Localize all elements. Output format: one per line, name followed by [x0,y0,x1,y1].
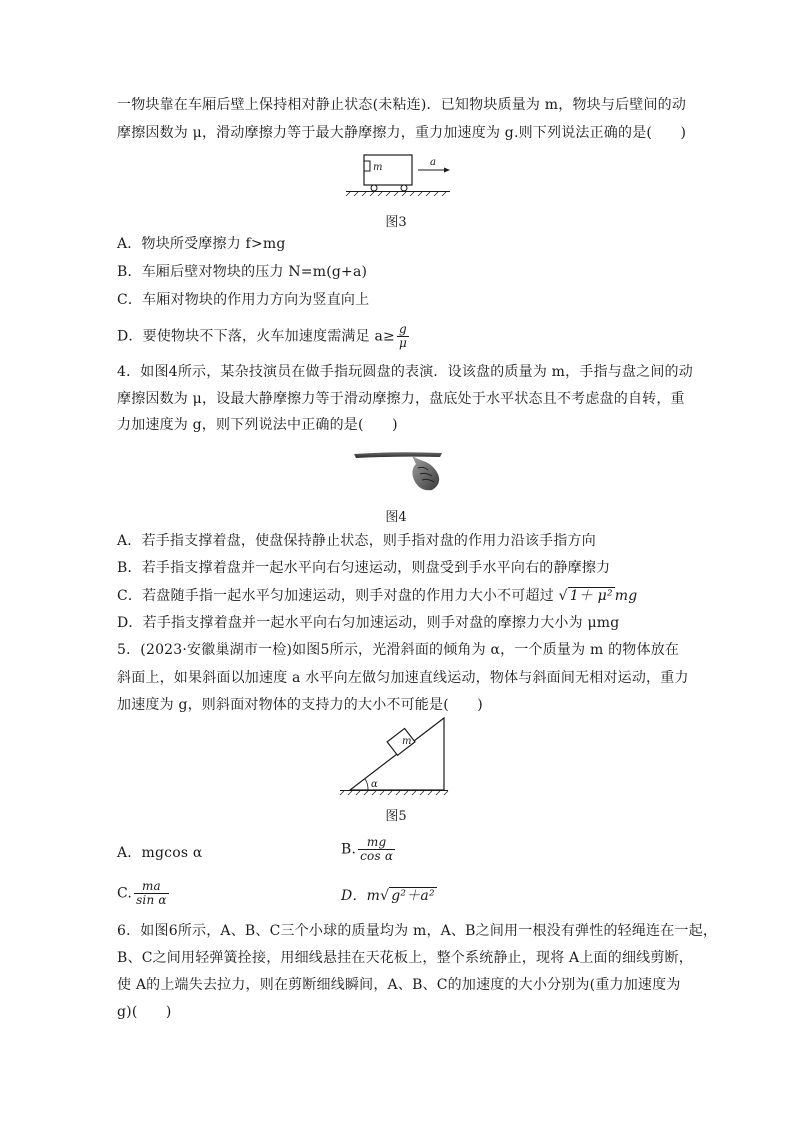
q3-option-a: A．物块所受摩擦力 f>mg [117,236,286,252]
q5-stem-line1: 5．(2023·安徽巢湖市一检)如图5所示，光滑斜面的倾角为 α，一个质量为 m 的物体放在 [117,642,680,658]
q5-option-d [341,886,437,906]
q5-option-b-fraction: $\frac{mg}{\text{cos α}}$ [360,835,394,863]
q6-stem-line1: 6．如图6所示，A、B、C三个小球的质量均为 m，A、B之间用一根没有弹性的轻绳连在一起， [117,923,718,939]
fig4-caption: 图4 [385,510,407,525]
q5-option-c [117,880,171,907]
q6-stem-line2: B、C之间用轻弹簧拴接，用细线悬挂在天花板上，整个系统静止，现将 A上面的细线剪断， [117,950,693,966]
fig5-incline-diagram [338,716,458,798]
q5-option-a: A．mgcos α [117,845,203,861]
fig3-label-m: m [373,162,383,173]
q4-option-a: A．若手指支撑着盘，使盘保持静止状态，则手指对盘的作用力沿该手指方向 [117,533,596,549]
q6-stem-line4: g)( ) [117,1004,172,1020]
q4-option-c-sqrt: √ 1＋ μ² [558,588,613,604]
q4-stem-line2: 摩擦因数为 μ，设最大静摩擦力等于滑动摩擦力，盘底处于水平状态且不考虑盘的自转，重 [117,391,685,407]
q3-stem-line2: 摩擦因数为 μ，滑动摩擦力等于最大静摩擦力，重力加速度为 g.则下列说法正确的是( ) [117,125,687,141]
q3-option-b: B．车厢后壁对物块的压力 N=m(g+a) [117,264,368,280]
q3-option-d-fraction: $\frac{g}{\mu}$ [398,322,407,350]
q5-stem-line2: 斜面上，如果斜面以加速度 a 水平向左做匀加速直线运动，物体与斜面间无相对运动，重力 [117,670,689,686]
q5-option-b-text: B. [341,841,357,858]
q4-option-c [117,586,637,606]
q4-option-c-text: C．若盘随手指一起水平匀加速运动，则手对盘的作用力大小不可超过 [117,588,554,604]
fig4-finger-plate-photo [352,450,444,494]
fig4-plate [354,452,442,458]
q4-stem-line3: 力加速度为 g，则下列说法中正确的是( ) [117,417,398,433]
q3-option-d [117,323,411,350]
q5-option-d-text: D．m [341,888,381,904]
q6-stem-line3: 使 A的上端失去拉力，则在剪断细线瞬间，A、B、C的加速度的大小分别为(重力加速度为 [117,977,681,993]
q5-option-d-sqrt: √ g²＋a² [380,888,435,904]
q3-option-c: C．车厢对物块的作用力方向为竖直向上 [117,292,370,308]
q5-option-c-fraction: $\frac{ma}{\text{sin α}}$ [136,879,167,907]
fig5-label-alpha: α [371,779,378,790]
q4-option-c-suffix: mg [614,588,638,604]
q5-option-b [341,836,397,863]
q4-stem-line1: 4．如图4所示，某杂技演员在做手指玩圆盘的表演．设该盘的质量为 m，手指与盘之间的动 [117,364,693,380]
fig5-caption: 图5 [385,809,407,824]
q3-option-d-text: D．要使物块不下落，火车加速度需满足 a≥ [117,328,395,345]
fig3-caption: 图3 [385,215,407,230]
fig3-train-diagram [340,152,470,197]
q5-stem-line3: 加速度为 g，则斜面对物体的支持力的大小不可能是( ) [117,697,483,713]
q4-option-b: B．若手指支撑着盘并一起水平向右匀速运动，则盘受到手水平向右的静摩擦力 [117,560,611,576]
fig3-label-a: a [430,157,436,168]
q3-stem-line1: 一物块靠在车厢后壁上保持相对静止状态(未粘连)．已知物块质量为 m，物块与后壁间的动 [117,97,687,113]
fig5-label-m: m [402,736,412,747]
q4-option-d: D．若手指支撑着盘并一起水平向右匀加速运动，则手对盘的摩擦力大小为 μmg [117,615,620,631]
q5-option-c-text: C. [117,885,133,902]
